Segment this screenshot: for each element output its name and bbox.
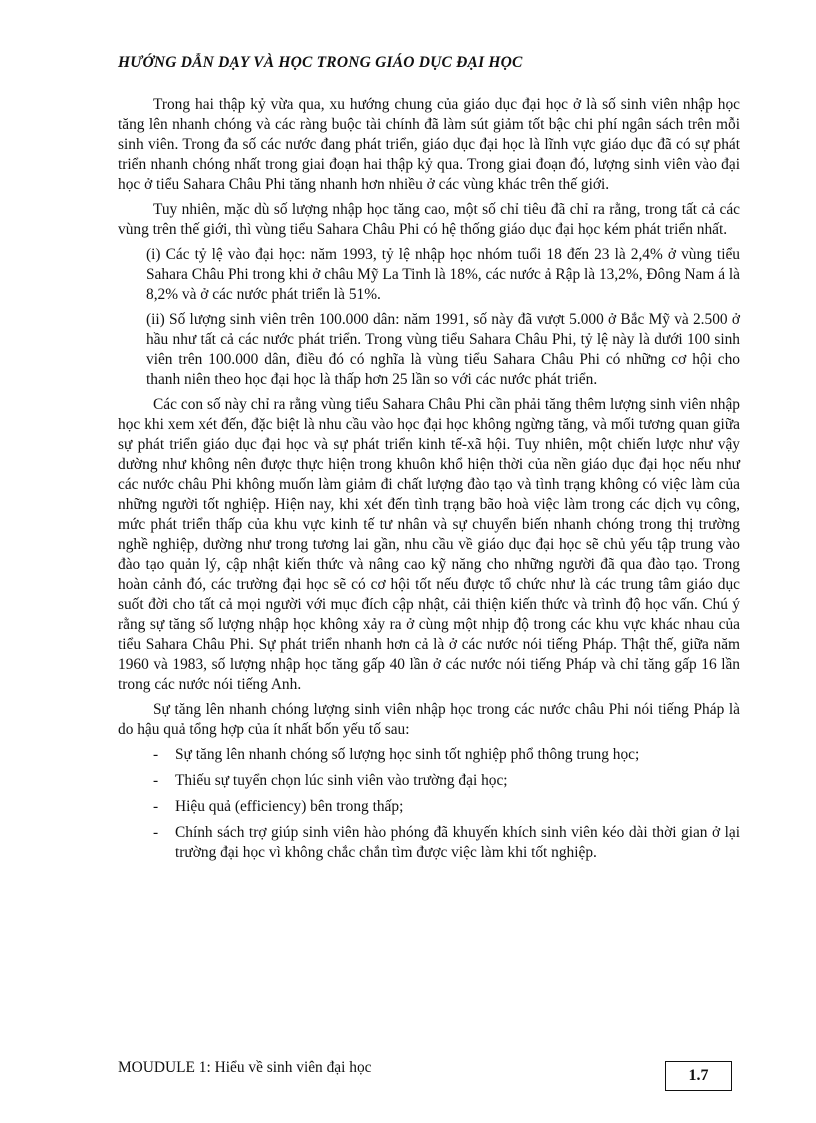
list-item-text: Chính sách trợ giúp sinh viên hào phóng đã khuyến khích sinh viên kéo dài thời gian ở lại trường đại học vì không chắc chắn tìm được việc làm khi tốt nghiệp.: [175, 824, 740, 861]
paragraph: Trong hai thập kỷ vừa qua, xu hướng chung của giáo dục đại học ở là số sinh viên nhập học tăng lên nhanh chóng và các ràng buộc tài chính đã làm sút giảm tốt bậc chi phí ngân sách trên mỗi sinh viên. Trong đa số các nước đang phát triển, giáo dục đại học là lĩnh vực giáo dục đã có sự phát triển nhanh chóng nhất trong giai đoạn hai thập kỷ qua. Trong giai đoạn đó, lượng sinh viên vào đại học ở tiểu Sahara Châu Phi tăng nhanh hơn nhiều ở các vùng khác trên thế giới.: [118, 96, 740, 193]
dash-bullet: -: [153, 772, 159, 789]
paragraph: Sự tăng lên nhanh chóng lượng sinh viên nhập học trong các nước châu Phi nói tiếng Pháp là do hậu quả tổng hợp của ít nhất bốn yếu tố sau:: [118, 701, 740, 738]
paragraph: Các con số này chỉ ra rằng vùng tiểu Sahara Châu Phi cần phải tăng thêm lượng sinh viên nhập học khi xem xét đến, đặc biệt là nhu cầu vào học đại học không ngừng tăng, và mối tương quan giữa sự phát triển giáo dục đại học và sự phát triển kinh tế-xã hội. Tuy nhiên, một chiến lược như vậy dường như không nên được thực hiện trong khuôn khổ hiện thời của nền giáo dục đại học nếu như các nước châu Phi không muốn làm giảm đi chất lượng đào tạo và tình trạng không có việc làm của những người tốt nghiệp. Hiện nay, khi xét đến tình trạng bão hoà việc làm trong các dịch vụ công, mức phát triển thấp của khu vực kinh tế tư nhân và sự chuyển biến nhanh chóng trong thị trường nghề nghiệp, dường như trong tương lai gần, nhu cầu về giáo dục đại học sẽ chủ yếu tập trung vào đào tạo quản lý, cập nhật kiến thức và nâng cao kỹ năng cho những người đã qua đào tạo. Trong hoàn cảnh đó, các trường đại học sẽ có cơ hội tốt nếu được tổ chức như là các trung tâm giáo dục suốt đời cho tất cả mọi người với mục đích cập nhật, cải thiện kiến thức và trình độ học vấn. Chú ý rằng sự tăng số lượng nhập học không xảy ra ở cùng một nhịp độ trong các khu vực khác nhau của tiểu Sahara Châu Phi. Sự phát triển nhanh hơn cả là ở các nước nói tiếng Pháp. Thật thế, giữa năm 1960 và 1983, số lượng nhập học tăng gấp 40 lần ở các nước nói tiếng Pháp và chỉ tăng gấp 16 lần trong các nước nói tiếng Anh.: [118, 396, 740, 693]
list-item-text: Sự tăng lên nhanh chóng số lượng học sinh tốt nghiệp phổ thông trung học;: [175, 746, 640, 763]
list-item: [118, 745, 740, 765]
dash-bullet: -: [153, 798, 159, 815]
indicator-item: (ii) Số lượng sinh viên trên 100.000 dân: năm 1991, số này đã vượt 5.000 ở Bắc Mỹ và 2.500 ở hầu như tất cả các nước phát triển. Trong vùng tiểu Sahara Châu Phi, tỷ lệ này là dưới 100 sinh viên trên 100.000 dân, điều đó có nghĩa là vùng tiểu Sahara Châu Phi có những cơ hội cho thanh niên theo học đại học là thấp hơn 25 lần so với các nước phát triển.: [146, 311, 740, 388]
list-item-text: Hiệu quả (efficiency) bên trong thấp;: [175, 798, 404, 815]
dash-bullet: -: [153, 746, 159, 763]
paragraph: Tuy nhiên, mặc dù số lượng nhập học tăng cao, một số chỉ tiêu đã chỉ ra rằng, trong tất cả các vùng trên thế giới, thì vùng tiểu Sahara Châu Phi có hệ thống giáo dục đại học kém phát triển nhất.: [118, 201, 740, 238]
factor-list: [118, 745, 740, 863]
indicator-item: (i) Các tỷ lệ vào đại học: năm 1993, tỷ lệ nhập học nhóm tuổi 18 đến 23 là 2,4% ở vùng tiểu Sahara Châu Phi trong khi ở châu Mỹ La Tinh là 18%, các nước ả Rập là 13,2%, Đông Nam á là 8,2% và ở các nước phát triển là 51%.: [146, 246, 740, 303]
list-item: [118, 823, 740, 863]
list-item-text: Thiếu sự tuyển chọn lúc sinh viên vào trường đại học;: [175, 772, 508, 789]
list-item: [118, 797, 740, 817]
list-item: [118, 771, 740, 791]
page-number-box: 1.7: [665, 1061, 732, 1091]
footer-module-label: MOUDULE 1: Hiểu về sinh viên đại học: [118, 1059, 372, 1076]
page-header-title: HƯỚNG DẪN DẠY VÀ HỌC TRONG GIÁO DỤC ĐẠI HỌC: [118, 54, 523, 71]
body-text: [118, 95, 740, 869]
dash-bullet: -: [153, 824, 159, 841]
